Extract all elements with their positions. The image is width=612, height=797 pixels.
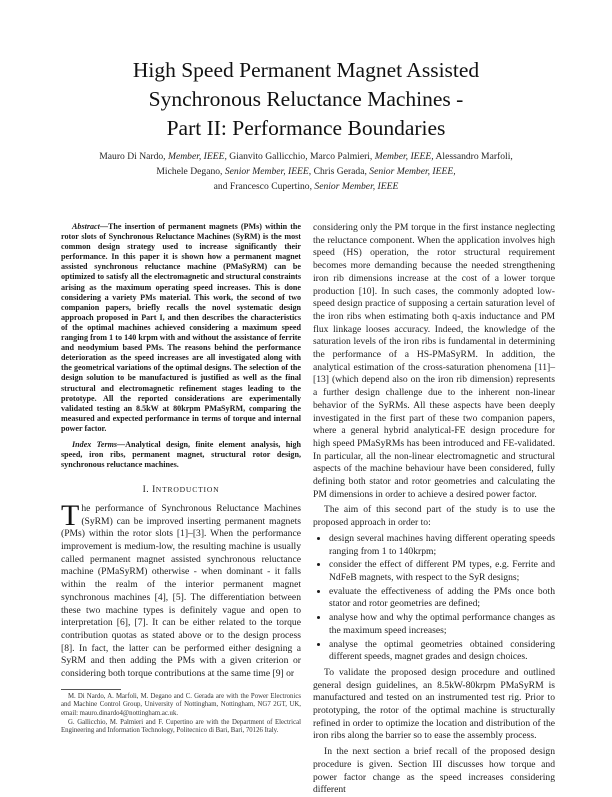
author-line-2 [70, 164, 542, 179]
title-line-1: High Speed Permanent Magnet Assisted [132, 58, 480, 82]
author-line-3 [70, 179, 542, 194]
author-role: Member, IEEE, [374, 151, 434, 162]
list-item: • analyse the optimal geometries obtained considering different speeds, magnet grades and design choices. [329, 639, 555, 664]
title-line-3: Part II: Performance Boundaries [166, 116, 446, 140]
abstract [61, 222, 301, 434]
author-role: Senior Member, IEEE [314, 181, 399, 192]
drop-cap: T [61, 498, 80, 532]
author-role: Senior Member, IEEE, [369, 166, 456, 177]
list-item: • analyse how and why the optimal performance changes as the maximum speed increases; [329, 612, 555, 637]
index-terms-label: Index Terms [72, 439, 118, 449]
body-paragraph-4: In the next section a brief recall of the proposed design procedure is given. Section III discusses how torque and power factor change as the speed increases considering different [313, 746, 555, 796]
body-paragraph-1: considering only the PM torque in the first instance neglecting the reluctance component. When the application involves high speed (HS) operation, the rotor structural requirement becomes more demanding because the needed strengthening iron rib dimensions increase at the cost of a lower torque production [10]. In such cases, the commonly adopted low-speed design practice of supposing a certain saturation level of the iron ribs when estimating both q-axis inductance and PM flux linkage looses accuracy. Indeed, the knowledge of the saturation levels of the iron ribs is fundamental in determining the performance of a HS-PMaSyRM. In addition, the analytical estimation of the cross-saturation phenomena [11]–[13] (which depend also on the iron rib dimension) represents a further design challenge due to the inherent non-linear behavior of the SyRMs. All these aspects have been deeply investigated in the first part of these two companion papers, where a general hybrid analytical-FE design procedure for high speed PMaSyRMs has been introduced and FE-validated. In particular, all the non-linear electromagnetic and structural aspects of the machine behaviour have been considered, fully defining both stator and rotor geometries and calculating the PM dimensions in order to achieve a desired power factor. [313, 222, 555, 500]
footnote-divider [61, 689, 121, 690]
introduction-paragraph [61, 498, 301, 681]
abstract-text: —The insertion of permanent magnets (PMs) within the rotor slots of Synchronous Reluctance Machines (SyRM) is the most common design strategy used to increase significantly their performance. In this paper it is shown how a permanent magnet assisted synchronous reluctance machine (PMaSyRM) can be optimized to satisfy all the electromagnetic and structural constraints arising as the maximum operating speed increases. This is done considering a variety PMs material. This work, the second of two companion papers, briefly recalls the novel systematic design approach proposed in Part I, and then describes the characteristics of the optimal machines achieved considering a maximum speed ranging from 1 to 140 krpm with and without the assistance of ferrite and neodymium based PMs. The reasons behind the performance deterioration as the speed increases are all investigated along with the geometrical variations of the optimal designs. The selection of the design solution to be manufactured is justified as well as the final structural and electromagnetic refinement stages leading to the prototype. All the reported considerations are experimentally validated testing an 8.5kW at 80krpm PMaSyRM, comparing the measured and expected performance in terms of torque and internal power factor. [61, 222, 301, 433]
aims-list [313, 533, 555, 664]
author-name: Gianvito Gallicchio, Marco Palmieri, [229, 151, 373, 162]
section-title-initial: I [152, 484, 156, 496]
author-name: Alessandro Marfoli, [435, 151, 513, 162]
footnotes [61, 693, 301, 736]
index-terms-text: —Analytical design, finite element analysis, high speed, iron ribs, permanent magnet, structural rotor design, synchronous reluctance machines. [61, 439, 301, 470]
introduction-text: he performance of Synchronous Reluctance Machines (SyRM) can be improved inserting permanent magnets (PMs) within the rotor slots [1]–[3]. When the performance improvement is medium-low, the resulting machine is usually called permanent magnet assisted synchronous reluctance machine (PMaSyRM) otherwise - when dominant - it falls within the realm of the interior permanent magnet synchronous machines [4], [5]. The differentiation between these two machine types is definitely vague and open to interpretation [6], [7]. It can be either related to the torque contribution quotas as stated above or to the design process [8]. In fact, the latter can be performed either designing a SyRM and then adding the PMs with a given criterion or considering both torque contributions at the same time [9] or [61, 502, 301, 680]
section-title-rest: NTRODUCTION [155, 485, 220, 495]
list-item: • evaluate the effectiveness of adding the PMs once both stator and rotor geometries are defined; [329, 586, 555, 611]
section-heading-introduction [61, 484, 301, 497]
author-name: and Francesco Cupertino, [213, 181, 312, 192]
abstract-label: Abstract [72, 222, 100, 231]
footnote-affiliation-1: M. Di Nardo, A. Marfoli, M. Degano and C. Gerada are with the Power Electronics and Machine Control Group, University of Nottingham, Nottingham, NG7 2GT, UK, email: mauro.dinardo4@nottingham.ac.uk. [61, 692, 301, 717]
author-role: Senior Member, IEEE, [224, 166, 312, 177]
author-line-1 [70, 149, 542, 164]
paper-title [60, 56, 552, 143]
list-item: • design several machines having different operating speeds ranging from 1 to 140krpm; [329, 533, 555, 558]
left-column [61, 222, 301, 736]
author-list [70, 149, 542, 194]
body-paragraph-2: The aim of this second part of the study is to use the proposed approach in order to: [313, 504, 555, 529]
list-item: • consider the effect of different PM types, e.g. Ferrite and NdFeB magnets, with respect to the SyR designs; [329, 559, 555, 584]
author-name: Chris Gerada, [313, 166, 367, 177]
author-name: Mauro Di Nardo, [99, 151, 166, 162]
section-number: I. [142, 484, 150, 496]
index-terms [61, 440, 301, 470]
author-role: Member, IEEE, [167, 151, 227, 162]
body-paragraph-3: To validate the proposed design procedure and outlined general design guidelines, an 8.5kW-80krpm PMaSyRM is manufactured and tested on an instrumented test rig. Prior to prototyping, the rotor of the optimal machine is structurally refined in order to optimize the location and distribution of the iron ribs along the barrier so to ease the assembly process. [313, 666, 555, 742]
footnote-affiliation-2: G. Gallicchio, M. Palmieri and F. Cupertino are with the Department of Electrical Engineering and Information Technology, Politecnico di Bari, Bari, 70126 Italy. [61, 718, 301, 735]
author-name: Michele Degano, [156, 166, 223, 177]
title-line-2: Synchronous Reluctance Machines - [148, 87, 464, 111]
right-column [313, 222, 555, 797]
